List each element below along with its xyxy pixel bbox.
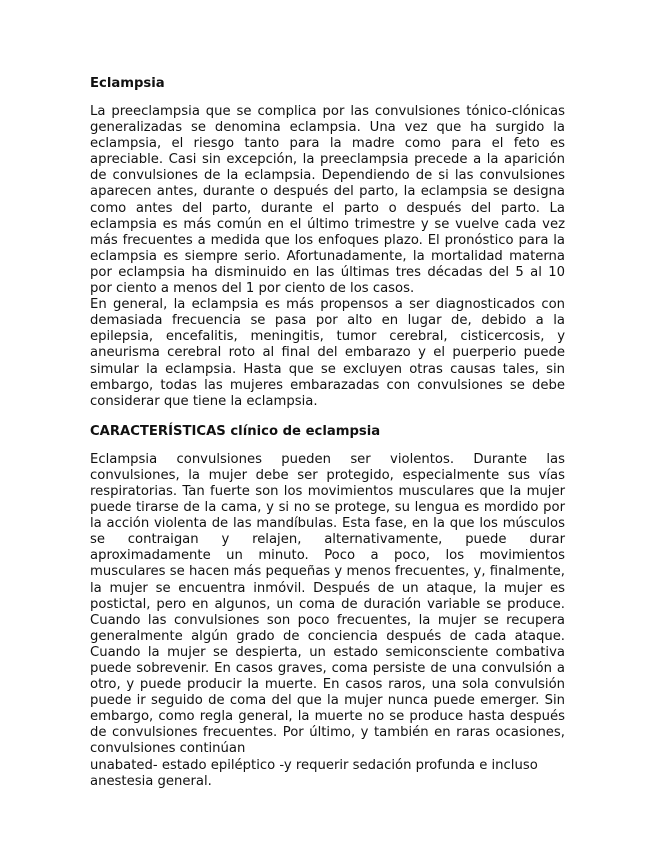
paragraph-eclampsia-diagnosis: En general, la eclampsia es más propensos a ser diagnosticados con demasiada frecuencia se pasa por alto en lugar de, debido a la epilepsia, encefalitis, meningitis, tumor cerebral, cisticercosis, y aneurisma cerebral roto al final del embarazo y el puerperio puede simular la eclampsia. Hasta que se excluyen otras causas tales, sin embargo, todas las mujeres embarazadas con convulsiones se debe considerar que tiene la eclampsia.	[90, 297, 565, 409]
document-page	[90, 76, 565, 790]
paragraph-clinical-features-tail: unabated- estado epiléptico -y requerir sedación profunda e incluso anestesia general.	[90, 757, 538, 789]
section-gap	[90, 410, 565, 424]
paragraph-clinical-features: Eclampsia convulsiones pueden ser violentos. Durante las convulsiones, la mujer debe ser protegido, especialmente sus vías respiratorias. Tan fuerte son los movimientos musculares que la mujer puede tirarse de la cama, y si no se protege, su lengua es mordido por la acción violenta de las mandíbulas. Esta fase, en la que los músculos se contraigan y relajen, alternativamente, puede durar aproximadamente un minuto. Poco a poco, los movimientos musculares se hacen más pequeñas y menos frecuentes, y, finalmente, la mujer se encuentra inmóvil. Después de un ataque, la mujer es postictal, pero en algunos, un coma de duración variable se produce. Cuando las convulsiones son poco frecuentes, la mujer se recupera generalmente algún grado de conciencia después de cada ataque. Cuando la mujer se despierta, un estado semiconsciente combativa puede sobrevenir. En casos graves, coma persiste de una convulsión a otro, y puede producir la muerte. En casos raros, una sola convulsión puede ir seguido de coma del que la mujer nunca puede emerger. Sin embargo, como regla general, la muerte no se produce hasta después de convulsiones frecuentes. Por último, y también en raras ocasiones, convulsiones continúan	[90, 451, 565, 757]
paragraph-eclampsia-intro: La preeclampsia que se complica por las convulsiones tónico-clónicas generalizadas se denomina eclampsia. Una vez que ha surgido la eclampsia, el riesgo tanto para la madre como para el feto es apreciable. Casi sin excepción, la preeclampsia precede a la aparición de convulsiones de la eclampsia. Dependiendo de si las convulsiones aparecen antes, durante o después del parto, la eclampsia se designa como antes del parto, durante el parto o después del parto. La eclampsia es más común en el último trimestre y se vuelve cada vez más frecuentes a medida que los enfoques plazo. El pronóstico para la eclampsia es siempre serio. Afortunadamente, la mortalidad materna por eclampsia ha disminuido en las últimas tres décadas del 5 al 10 por ciento a menos del 1 por ciento de los casos.	[90, 104, 565, 297]
section-title-clinical-features: CARACTERÍSTICAS clínico de eclampsia	[90, 423, 381, 439]
section-title-eclampsia: Eclampsia	[90, 76, 165, 91]
